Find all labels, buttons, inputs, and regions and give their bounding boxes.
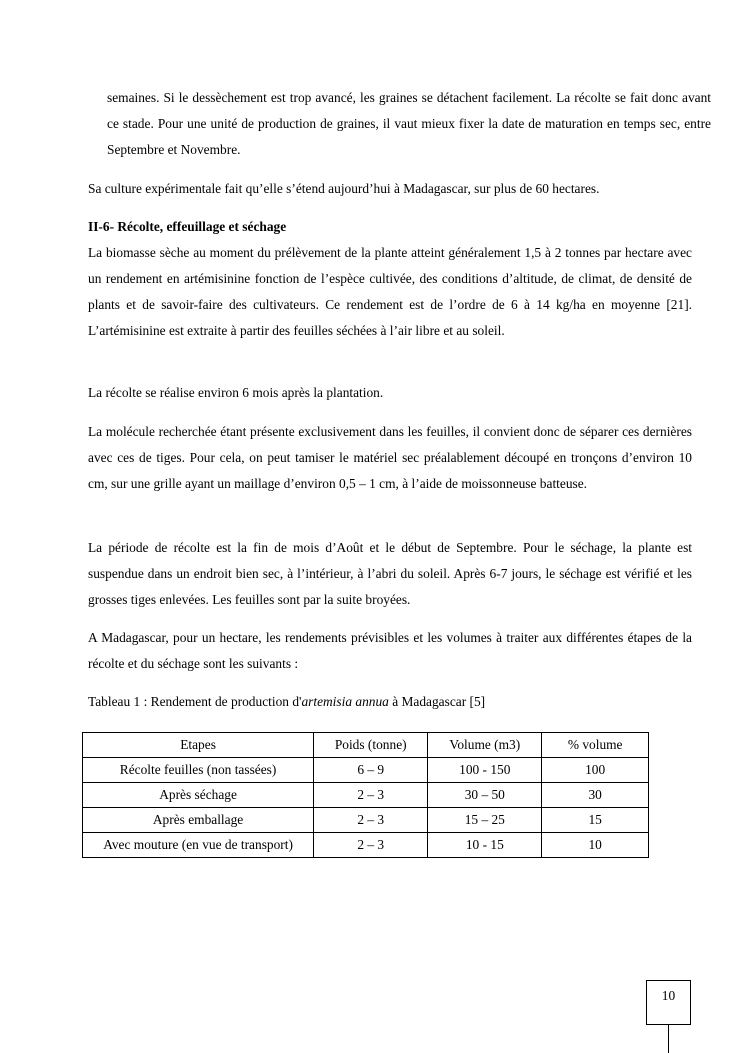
page-number: 10: [646, 980, 691, 1025]
table-cell: Récolte feuilles (non tassées): [83, 758, 314, 783]
section-heading: II-6- Récolte, effeuillage et séchage: [88, 219, 287, 234]
caption-prefix: Tableau 1 : Rendement de production d': [88, 694, 302, 709]
table-caption: [88, 689, 692, 715]
caption-species: artemisia annua: [301, 694, 389, 709]
paragraph-molecule: La molécule recherchée étant présente exclusivement dans les feuilles, il convient donc de séparer ces dernières avec ces de tiges. Pour cela, on peut tamiser le matériel sec préalablement découpé en tronçons d’environ 10 cm, sur une grille ayant un maillage d’environ 0,5 – 1 cm, à l’aide de moissonneuse batteuse.: [88, 424, 692, 491]
table-cell: 30: [542, 783, 649, 808]
table-row: [83, 833, 649, 858]
header-volume: Volume (m3): [428, 733, 542, 758]
yield-table: [82, 732, 649, 858]
table-header-row: [83, 733, 649, 758]
paragraph-madagascar: A Madagascar, pour un hectare, les rendements prévisibles et les volumes à traiter aux différentes étapes de la récolte et du séchage sont les suivants :: [88, 630, 692, 671]
header-etapes: Etapes: [83, 733, 314, 758]
page-number-rule: [668, 1024, 669, 1053]
table-cell: 6 – 9: [314, 758, 428, 783]
table-cell: 30 – 50: [428, 783, 542, 808]
table-cell: 10: [542, 833, 649, 858]
header-poids: Poids (tonne): [314, 733, 428, 758]
paragraph-intro: semaines. Si le dessèchement est trop avancé, les graines se détachent facilement. La récolte se fait donc avant ce stade. Pour une unité de production de graines, il vaut mieux fixer la date de maturation en temps sec, entre Septembre et Novembre.: [107, 90, 711, 157]
table-cell: 2 – 3: [314, 808, 428, 833]
table-row: [83, 808, 649, 833]
table-cell: 2 – 3: [314, 783, 428, 808]
paragraph-period: La période de récolte est la fin de mois d’Août et le début de Septembre. Pour le séchage, la plante est suspendue dans un endroit bien sec, à l’intérieur, à l’abri du soleil. Après 6-7 jours, le séchage est vérifié et les grosses tiges enlevées. Les feuilles sont par la suite broyées.: [88, 540, 692, 607]
table-cell: Avec mouture (en vue de transport): [83, 833, 314, 858]
table-cell: Après séchage: [83, 783, 314, 808]
table-cell: 100 - 150: [428, 758, 542, 783]
paragraph-harvest: La récolte se réalise environ 6 mois après la plantation.: [88, 385, 384, 400]
caption-suffix: à Madagascar [5]: [388, 694, 486, 709]
table-cell: 15 – 25: [428, 808, 542, 833]
table-cell: Après emballage: [83, 808, 314, 833]
table-cell: 2 – 3: [314, 833, 428, 858]
table-cell: 10 - 15: [428, 833, 542, 858]
table-cell: 100: [542, 758, 649, 783]
paragraph-biomass: La biomasse sèche au moment du prélèvement de la plante atteint généralement 1,5 à 2 tonnes par hectare avec un rendement en artémisinine fonction de l’espèce cultivée, des conditions d’altitude, de climat, de densité de plants et de savoir-faire des cultivateurs. Ce rendement est de l’ordre de 6 à 14 kg/ha en moyenne [21]. L’artémisinine est extraite à partir des feuilles séchées à l’air libre et au soleil.: [88, 245, 692, 338]
header-percent-volume: % volume: [542, 733, 649, 758]
table-row: [83, 758, 649, 783]
table-cell: 15: [542, 808, 649, 833]
paragraph-culture: Sa culture expérimentale fait qu’elle s’étend aujourd’hui à Madagascar, sur plus de 60 hectares.: [88, 181, 600, 196]
table-row: [83, 783, 649, 808]
